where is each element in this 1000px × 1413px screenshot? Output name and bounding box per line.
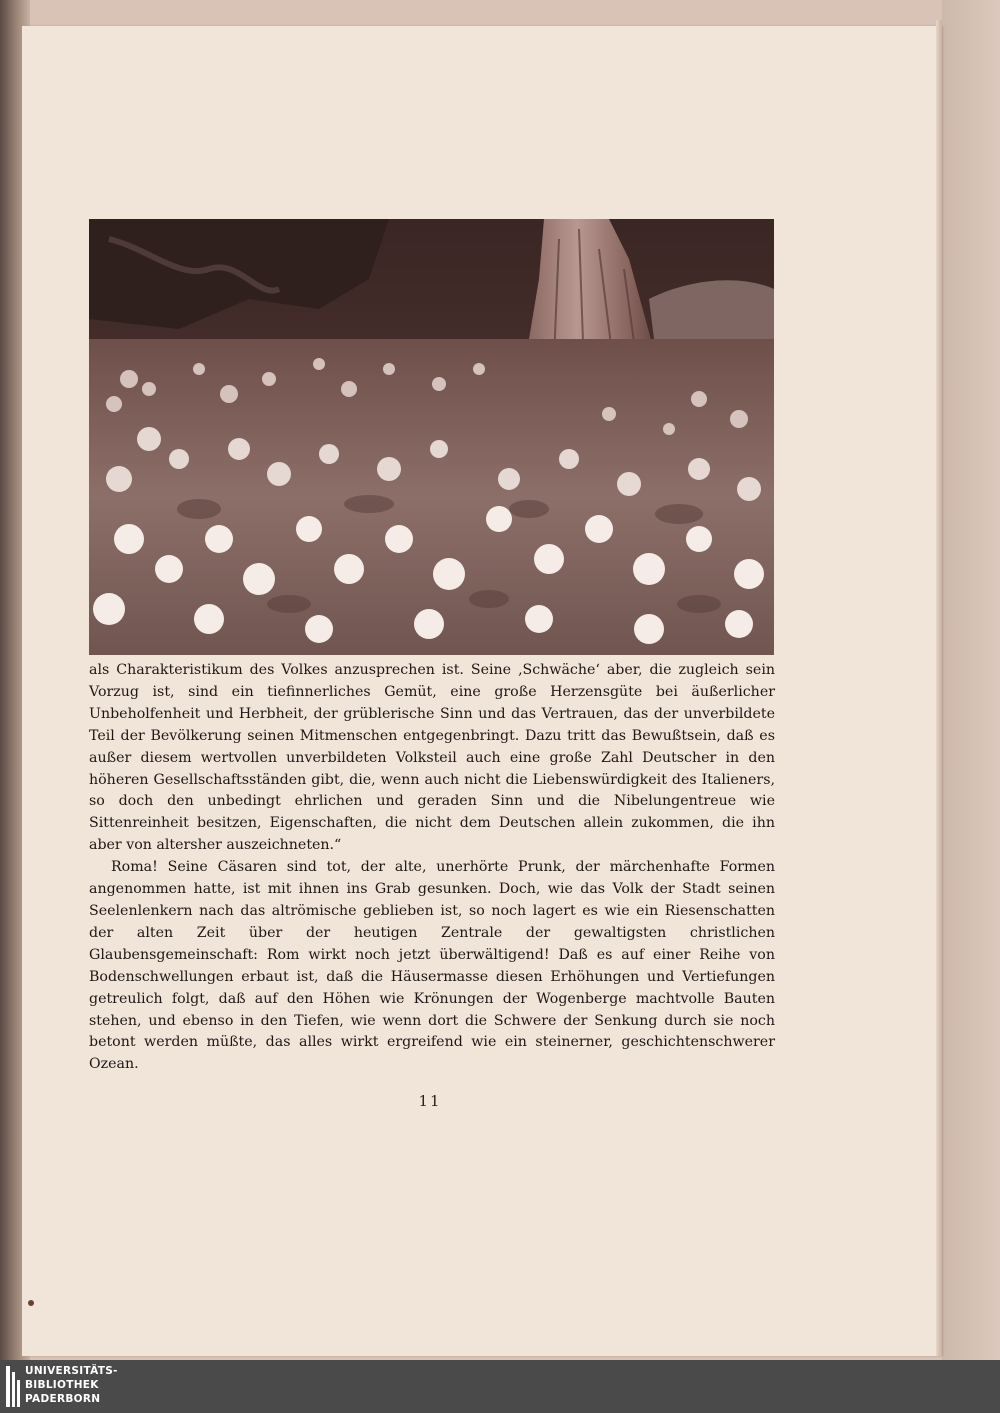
page-edge [936,20,942,1356]
paragraph-1: als Charakteristikum des Volkes anzusprechen ist. Seine ‚Schwäche‘ aber, die zugleich sein Vorzug ist, sind ein tiefinnerliches Gemüt, eine große Herzensgüte bei äußerlicher Unbeholfenheit und Herbheit, der grüblerische Sinn und das Vertrauen, das der unverbildete Teil der Bevölkerung seinen Mitmenschen entgegenbringt. Dazu tritt das Bewußtsein, daß es außer diesem wertvollen unverbildeten Volksteil auch eine große Zahl Deutscher in den höheren Gesellschaftsständen gibt, die, wenn auch nicht die Liebenswürdigkeit des Italieners, so doch den unbedingt ehrlichen und geraden Sinn und die Nibelungentreue wie Sittenreinheit besitzen, Eigenschaften, die nicht dem Deutschen allein zukommen, die ihn aber von altersher auszeichneten.“ [89,662,775,854]
library-name [25,1364,118,1406]
scan-margin-right [942,0,1000,1360]
library-footer [0,1360,1000,1413]
paper-speck [28,1300,34,1306]
library-name-line-2: BIBLIOTHEK [25,1379,99,1391]
page-number: 11 [418,1092,442,1110]
flower-garden-photo [89,219,774,655]
university-library-logo-icon [6,1366,20,1407]
library-name-line-1: UNIVERSITÄTS- [25,1365,118,1377]
library-name-line-3: PADERBORN [25,1393,101,1405]
paragraph-2: Roma! Seine Cäsaren sind tot, der alte, unerhörte Prunk, der märchenhafte Formen angenommen hatte, ist mit ihnen ins Grab gesunken. Doch, wie das Volk der Stadt seinen Seelenlenkern nach das altrömische geblieben ist, so noch lagert es wie ein Riesenschatten der alten Zeit über der heutigen Zentrale der gewaltigsten christlichen Glaubensgemeinschaft: Rom wirkt noch jetzt überwältigend! Daß es auf einer Reihe von Bodenschwellungen erbaut ist, daß die Häusermasse diesen Erhöhungen und Vertiefungen getreulich folgt, daß auf den Höhen wie Krönungen der Wogenberge machtvolle Bauten stehen, und ebenso in den Tiefen, wie wenn dort die Schwere der Senkung durch sie noch betont werden müßte, das alles wirkt ergreifend wie ein steinerner, geschichtenschwerer Ozean. [89,859,775,1073]
body-text [89,660,775,1076]
